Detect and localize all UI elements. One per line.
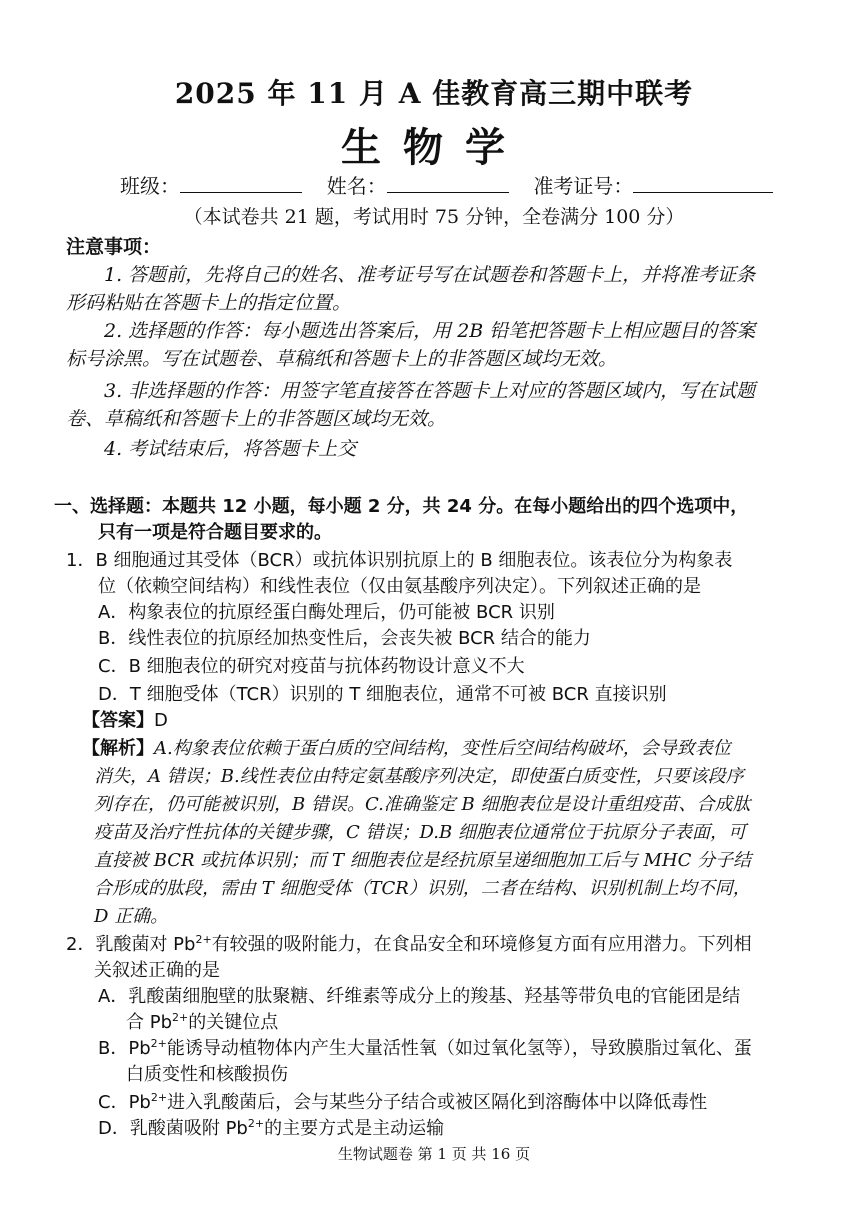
q1-answer [82, 708, 168, 734]
notice-line: 标号涂黑。写在试题卷、草稿纸和答题卡上的非答题区域均无效。 [66, 348, 618, 370]
notice-line: 形码粘贴在答题卡上的指定位置。 [66, 292, 352, 314]
q2-option-d: D．乳酸菌吸附 $Pb^{2+}$的主要方式是主动运输 [98, 1117, 445, 1139]
q1-stem: 1．B 细胞通过其受体（BCR）或抗体识别抗原上的 B 细胞表位。该表位分为构象表 [66, 550, 733, 571]
q1-stem-cont: 位（依赖空间结构）和线性表位（仅由氨基酸序列决定）。下列叙述正确的是 [98, 576, 701, 597]
analysis-line: 消失，A 错误；B.线性表位由特定氨基酸序列决定，即使蛋白质变性，只要该段序 [94, 766, 744, 787]
exam-info: （本试卷共 21 题，考试用时 75 分钟，全卷满分 100 分） [183, 206, 685, 228]
analysis-line: 疫苗及治疗性抗体的关键步骤，C 错误；D.B 细胞表位通常位于抗原分子表面，可 [94, 822, 746, 843]
analysis-line: 列存在，仍可能被识别，B 错误。C.准确鉴定 B 细胞表位是设计重组疫苗、合成肽 [94, 794, 751, 815]
q1-analysis [82, 736, 731, 762]
candidate-info-row [120, 172, 773, 200]
q1-option-a: A．构象表位的抗原经蛋白酶处理后，仍可能被 BCR 识别 [98, 602, 555, 623]
notice-line: 卷、草稿纸和答题卡上的非答题区域均无效。 [66, 408, 447, 430]
q2-stem-cont: 关叙述正确的是 [94, 960, 220, 981]
id-blank [633, 174, 773, 193]
q2-option-b-cont: 白质变性和核酸损伤 [126, 1064, 288, 1085]
q2-stem: 2．乳酸菌对 $Pb^{2+}$有较强的吸附能力，在食品安全和环境修复方面有应用潜力。下列相 [66, 933, 752, 955]
q2-option-c: C．$Pb^{2+}$进入乳酸菌后，会与某些分子结合或被区隔化到溶酶体中以降低毒性 [98, 1091, 708, 1113]
q2-option-a: A．乳酸菌细胞壁的肽聚糖、纤维素等成分上的羧基、羟基等带负电的官能团是结 [98, 986, 741, 1007]
analysis-line: D 正确。 [94, 906, 169, 927]
name-blank [387, 174, 509, 193]
analysis-label: 【解析】 [82, 738, 154, 759]
notice-line: 1. 答题前，先将自己的姓名、准考证号写在试题卷和答题卡上，并将准考证条 [104, 264, 756, 286]
exam-title: 2025 年 11 月 A 佳教育高三期中联考 [174, 77, 694, 110]
notice-line: 4. 考试结束后，将答题卡上交 [104, 438, 357, 460]
analysis-line: 直接被 BCR 或抗体识别；而 T 细胞表位是经抗原呈递细胞加工后与 MHC 分子结 [94, 850, 752, 871]
section-heading: 一、选择题：本题共 12 小题，每小题 2 分，共 24 分。在每小题给出的四个选项中， [54, 496, 749, 517]
class-label: 班级： [120, 174, 180, 198]
q1-option-d: D．T 细胞受体（TCR）识别的 T 细胞表位，通常不可被 BCR 直接识别 [98, 684, 667, 705]
page-footer: 生物试题卷 第 1 页 共 16 页 [337, 1145, 531, 1163]
notice-line: 3. 非选择题的作答：用签字笔直接答在答题卡上对应的答题区域内，写在试题 [104, 380, 756, 402]
analysis-line: 合形成的肽段，需由 T 细胞受体（TCR）识别，二者在结构、识别机制上均不同， [94, 878, 751, 899]
answer-label: 【答案】 [82, 710, 154, 731]
q2-option-a-cont: 合 $Pb^{2+}$的关键位点 [126, 1011, 279, 1033]
name-label: 姓名： [326, 174, 387, 198]
id-label: 准考证号： [533, 174, 634, 198]
answer-value: D [154, 710, 168, 731]
q1-option-c: C．B 细胞表位的研究对疫苗与抗体药物设计意义不大 [98, 656, 525, 677]
subject-title: 生物学 [341, 125, 527, 171]
notice-heading: 注意事项： [66, 236, 162, 258]
section-heading-cont: 只有一项是符合题目要求的。 [98, 522, 332, 543]
notice-line: 2. 选择题的作答：每小题选出答案后，用 2B 铅笔把答题卡上相应题目的答案 [104, 320, 756, 342]
class-blank [180, 174, 302, 193]
q2-option-b: B．$Pb^{2+}$能诱导动植物体内产生大量活性氧（如过氧化氢等），导致膜脂过氧化、蛋 [98, 1037, 752, 1059]
analysis-text: A.构象表位依赖于蛋白质的空间结构，变性后空间结构破坏，会导致表位 [154, 738, 731, 759]
q1-option-b: B．线性表位的抗原经加热变性后，会丧失被 BCR 结合的能力 [98, 628, 591, 649]
